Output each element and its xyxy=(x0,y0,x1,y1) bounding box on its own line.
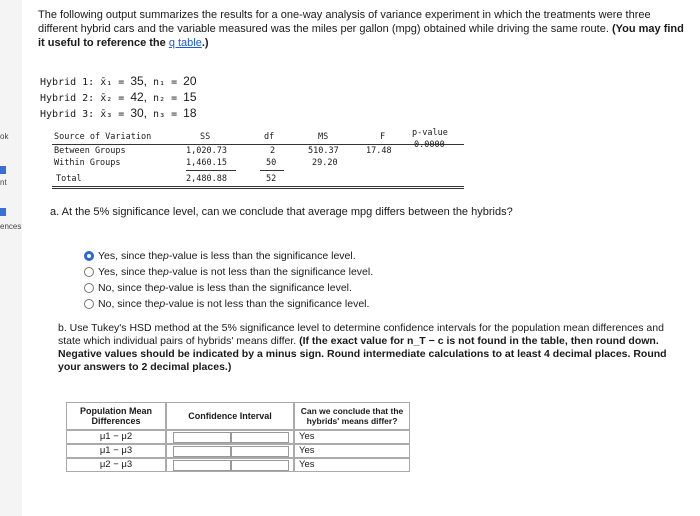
intro-bold: (You may find it useful to reference the xyxy=(38,23,684,49)
hybrid-line-3: Hybrid 3: x̄₃ = 30, n₃ = 18 xyxy=(40,106,197,120)
hybrid-line-2: Hybrid 2: x̄₂ = 42, n₂ = 15 xyxy=(40,90,197,104)
anova-row-ss: 2,480.88 xyxy=(186,174,227,184)
hybrid-label: Hybrid 3: xyxy=(40,109,95,120)
radio-icon[interactable] xyxy=(84,283,94,293)
question-b-bold: (If the exact value for n_T − c is not found in the table, then round down. Negative values should be indicated by a minus sign. Round intermediate calculations to at least 4 decimal places. Round your answers to 2 decimal places.) xyxy=(58,335,667,373)
option-rest: -value is less than the significance level. xyxy=(165,282,352,294)
sidebar-marker-1 xyxy=(0,166,6,174)
tukey-header-differ: Can we conclude that the hybrids' means differ? xyxy=(294,402,410,430)
option-rest: -value is not less than the significance level. xyxy=(168,266,374,278)
anova-row-ss: 1,020.73 xyxy=(186,146,227,156)
option-text: , since the xyxy=(115,266,164,278)
question-b xyxy=(58,322,688,374)
tukey-pair: μ1 − μ3 xyxy=(66,444,166,458)
ci-upper-input[interactable] xyxy=(231,446,289,457)
hybrid-n: n₂ xyxy=(153,93,166,104)
radio-icon[interactable] xyxy=(84,299,94,309)
tukey-answer-cell[interactable] xyxy=(294,458,410,472)
hybrid-nval: 20 xyxy=(183,74,197,88)
intro-bold-end: .) xyxy=(201,37,209,49)
anova-header-ms: MS xyxy=(318,132,329,142)
hybrid-nval: 15 xyxy=(183,90,197,104)
ci-upper-input[interactable] xyxy=(231,432,289,443)
hybrid-n: n₁ xyxy=(153,77,166,88)
ci-upper-input[interactable] xyxy=(231,460,289,471)
anova-rule xyxy=(52,186,464,187)
tukey-answer-cell[interactable] xyxy=(294,430,410,444)
option-2[interactable] xyxy=(84,266,373,278)
anova-row-f: 17.48 xyxy=(366,146,392,156)
tukey-pair: μ1 − μ2 xyxy=(66,430,166,444)
ci-lower-input[interactable] xyxy=(173,446,231,457)
option-p: p xyxy=(163,266,169,278)
hybrid-mean: 35, xyxy=(130,74,148,88)
hybrid-xbar: x̄₁ xyxy=(100,77,113,88)
anova-row-source: Within Groups xyxy=(54,158,121,168)
sidebar-label-2[interactable]: nt xyxy=(0,178,7,187)
question-a: a. At the 5% significance level, can we conclude that average mpg differs between the hybrids? xyxy=(50,206,513,218)
ci-lower-input[interactable] xyxy=(173,460,231,471)
tukey-ci-cell xyxy=(166,430,294,444)
sidebar-label-3[interactable]: ences xyxy=(0,222,22,231)
q-table-link[interactable]: q table xyxy=(168,37,202,49)
tukey-pair: μ2 − μ3 xyxy=(66,458,166,472)
anova-header-ss: SS xyxy=(200,132,211,142)
radio-icon[interactable] xyxy=(84,267,94,277)
option-1[interactable] xyxy=(84,250,356,262)
option-rest: -value is not less than the significance level. xyxy=(165,298,370,310)
option-p: p xyxy=(159,282,166,294)
tukey-ci-cell xyxy=(166,458,294,472)
anova-row-source: Total xyxy=(56,174,82,184)
option-4[interactable] xyxy=(84,298,369,310)
ci-lower-input[interactable] xyxy=(173,432,231,443)
tukey-header-pair: Population Mean Differences xyxy=(66,402,166,430)
question-b-text: b. Use Tukey's HSD method at the 5% significance level to determine confidence intervals for the population mean differences and state which individual pairs of hybrids' means differ. xyxy=(58,322,664,347)
anova-row-ms: 29.20 xyxy=(312,158,338,168)
option-p: p xyxy=(159,298,166,310)
hybrid-mean: 30, xyxy=(130,106,148,120)
hybrid-xbar: x̄₂ xyxy=(100,93,113,104)
option-word: No xyxy=(98,298,112,310)
anova-header-pvalue: p-value xyxy=(412,128,448,138)
tukey-answer[interactable]: Yes xyxy=(299,431,315,442)
option-word: No xyxy=(98,282,112,294)
tukey-answer[interactable]: Yes xyxy=(299,445,315,456)
problem-intro xyxy=(38,8,688,50)
anova-row-df: 50 xyxy=(266,158,277,168)
anova-row-ms: 510.37 xyxy=(308,146,339,156)
anova-header-source: Source of Variation xyxy=(54,132,152,142)
anova-rule xyxy=(52,188,464,189)
anova-row-p: 0.0000 xyxy=(414,140,445,150)
radio-selected-icon[interactable] xyxy=(84,251,94,261)
option-word: Yes xyxy=(98,250,116,262)
sidebar-marker-2 xyxy=(0,208,6,216)
hybrid-nval: 18 xyxy=(183,106,197,120)
hybrid-label: Hybrid 1: xyxy=(40,77,95,88)
anova-rule xyxy=(186,170,236,171)
tukey-ci-cell xyxy=(166,444,294,458)
tukey-header-ci: Confidence Interval xyxy=(166,402,294,430)
anova-header-df: df xyxy=(264,132,275,142)
option-3[interactable] xyxy=(84,282,352,294)
option-rest: -value is less than the significance level. xyxy=(168,250,356,262)
tukey-answer[interactable]: Yes xyxy=(299,459,315,470)
left-sidebar-strip xyxy=(0,0,22,516)
option-text: , since the xyxy=(115,250,164,262)
anova-rule xyxy=(52,144,464,145)
anova-header-f: F xyxy=(380,132,386,142)
anova-row-source: Between Groups xyxy=(54,146,126,156)
hybrid-n: n₃ xyxy=(153,109,166,120)
hybrid-mean: 42, xyxy=(130,90,148,104)
hybrid-line-1: Hybrid 1: x̄₁ = 35, n₁ = 20 xyxy=(40,74,197,88)
option-text: , since the xyxy=(111,298,160,310)
anova-rule xyxy=(260,170,284,171)
anova-row-df: 2 xyxy=(270,146,276,156)
sidebar-label-1[interactable]: ok xyxy=(0,132,9,141)
tukey-answer-cell[interactable] xyxy=(294,444,410,458)
option-text: , since the xyxy=(111,282,160,294)
intro-text: The following output summarizes the results for a one-way analysis of variance experiment in which the treatments were three different hybrid cars and the variable measured was the miles per gallon (mpg) obtained while driving the same route. xyxy=(38,9,651,35)
option-word: Yes xyxy=(98,266,116,278)
hybrid-xbar: x̄₃ xyxy=(100,109,113,120)
hybrid-label: Hybrid 2: xyxy=(40,93,95,104)
option-p: p xyxy=(163,250,169,262)
anova-row-df: 52 xyxy=(266,174,277,184)
anova-row-ss: 1,460.15 xyxy=(186,158,227,168)
